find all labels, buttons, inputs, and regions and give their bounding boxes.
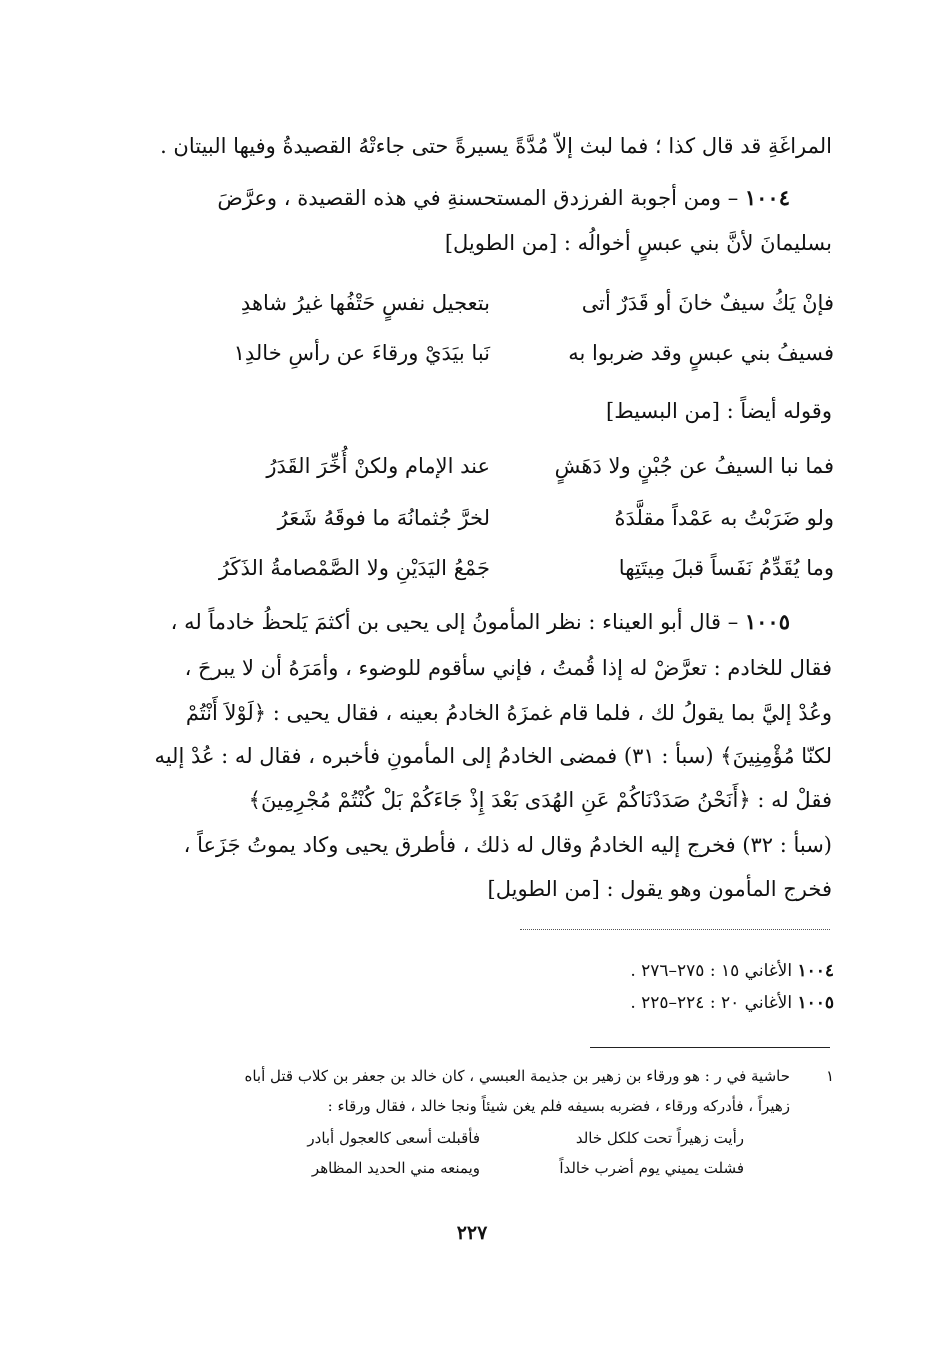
verse-intro: وقوله أيضاً : [من البسيط] bbox=[606, 399, 832, 423]
verse-hemistich-left: لخرَّ جُثمانُهَ ما فوقَهُ شَعَرُ bbox=[277, 506, 490, 530]
source-number: ١٠٠٤ bbox=[797, 961, 834, 981]
verse-hemistich-left: بتعجيل نفسٍ حَتْفُها غيرُ شاهدِ bbox=[240, 291, 490, 315]
verse-hemistich-left: نَبا بيَدَيْ ورقاءَ عن رأسِ خالدِ١ bbox=[233, 341, 490, 365]
paragraph-1004-line bbox=[160, 183, 790, 213]
paragraph-text: – ومن أجوبة الفرزدق المستحسنةِ في هذه القصيدة ، وعرَّضَ bbox=[217, 186, 745, 210]
verse-hemistich-left: جَمْعُ اليَدَيْنِ ولا الصَّمْصامةُ الذَكَرُ bbox=[218, 556, 490, 580]
source-text: الأغاني ١٥ : ٢٧٥–٢٧٦ . bbox=[630, 961, 798, 981]
paragraph-1005-line bbox=[160, 607, 790, 637]
verse-hemistich-right: فسيفُ بني عبسٍ وقد ضربوا به bbox=[568, 341, 834, 365]
footnote-line: حاشية في ر : هو ورقاء بن زهير بن جذيمة العبسي ، كان خالد بن جعفر بن كلاب قتل أباه bbox=[244, 1067, 790, 1085]
paragraph-text: – قال أبو العيناء : نظر المأمونُ إلى يحيى بن أكثمَ يَلحظُ خادماً له ، bbox=[170, 610, 745, 634]
text-line: بسليمانَ لأنَّ بني عبسٍ أخوالُه : [من الطويل] bbox=[444, 231, 832, 255]
text-line: (سبأ : ٣٢) فخرج إليه الخادمُ وقال له ذلك ، فأطرق يحيى وكاد يموتُ جَزَعاً ، bbox=[183, 833, 832, 857]
text-line: فخرج المأمون وهو يقول : [من الطويل] bbox=[487, 877, 832, 901]
text-line: فقلْ له : ﴿أَنَحْنُ صَدَدْنَاكُمْ عَنِ الهُدَى بَعْدَ إِذْ جَاءَكُمْ بَلْ كُنْتُمْ مُجْرِمِينَ﴾ bbox=[248, 788, 832, 812]
dotted-separator bbox=[520, 929, 830, 930]
footnote-separator bbox=[590, 1047, 830, 1048]
text-line: لكنّا مُؤْمِنِينَ﴾ (سبأ : ٣١) فمضى الخادمُ إلى المأمونِ فأخبره ، فقال له : عُدْ إليه bbox=[154, 744, 832, 768]
text-line: المراغَةِ قد قال كذا ؛ فما لبث إلاّ مُدَّةً يسيرةً حتى جاءتْهُ القصيدةُ وفيها البيتان . bbox=[160, 134, 832, 158]
paragraph-number: ١٠٠٤ bbox=[744, 185, 790, 210]
page-number: ٢٢٧ bbox=[456, 1222, 488, 1244]
footnote-verse-left: فأقبلت أسعى كالعجول أبادر bbox=[307, 1129, 480, 1147]
footnote-line: زهيراً ، فأدركه ورقاء ، فضربه بسيفه فلم يغن شيئاً ونجا خالد ، فقال ورقاء : bbox=[327, 1097, 790, 1115]
text-line: فقال للخادم : تعرَّضْ له إذا قُمتُ ، فإني سأقوم للوضوء ، وأمَرَهُ أن لا يبرحَ ، bbox=[184, 656, 832, 680]
verse-hemistich-left: عند الإمام ولكنْ أُخِّرَ القَدَرُ bbox=[266, 454, 490, 478]
source-line bbox=[630, 958, 834, 984]
text-line: وعُدْ إليَّ بما يقولُ لك ، فلما قام غمزَهُ الخادمُ بعينه ، فقال يحيى : ﴿لَوْلاَ أَنْتُمْ bbox=[185, 701, 832, 725]
footnote-marker: ١ bbox=[825, 1067, 834, 1085]
verse-hemistich-right: فما نبا السيفُ عن جُبْنٍ ولا دَهَشٍ bbox=[554, 454, 834, 478]
paragraph-number: ١٠٠٥ bbox=[744, 609, 790, 634]
verse-hemistich-right: وما يُقَدِّمُ نَفَساً قبلَ مِيتَتِها bbox=[618, 556, 834, 580]
source-text: الأغاني ٢٠ : ٢٢٤–٢٢٥ . bbox=[630, 993, 798, 1013]
footnote-verse-right: فشلت يميني يوم أضرب خالداً bbox=[559, 1159, 744, 1177]
footnote-verse-right: رأيت زهيراً تحت كلكل خالد bbox=[575, 1129, 744, 1147]
source-number: ١٠٠٥ bbox=[797, 993, 834, 1013]
source-line bbox=[630, 990, 834, 1016]
verse-hemistich-right: فإنْ يَكُ سيفٌ خانَ أو قَدَرٌ أتى bbox=[581, 291, 834, 315]
footnote-verse-left: ويمنعه مني الحديد المظاهر bbox=[311, 1159, 480, 1177]
verse-hemistich-right: ولو ضَرَبْتُ به عَمْداً مقلَّدَهُ bbox=[614, 506, 834, 530]
